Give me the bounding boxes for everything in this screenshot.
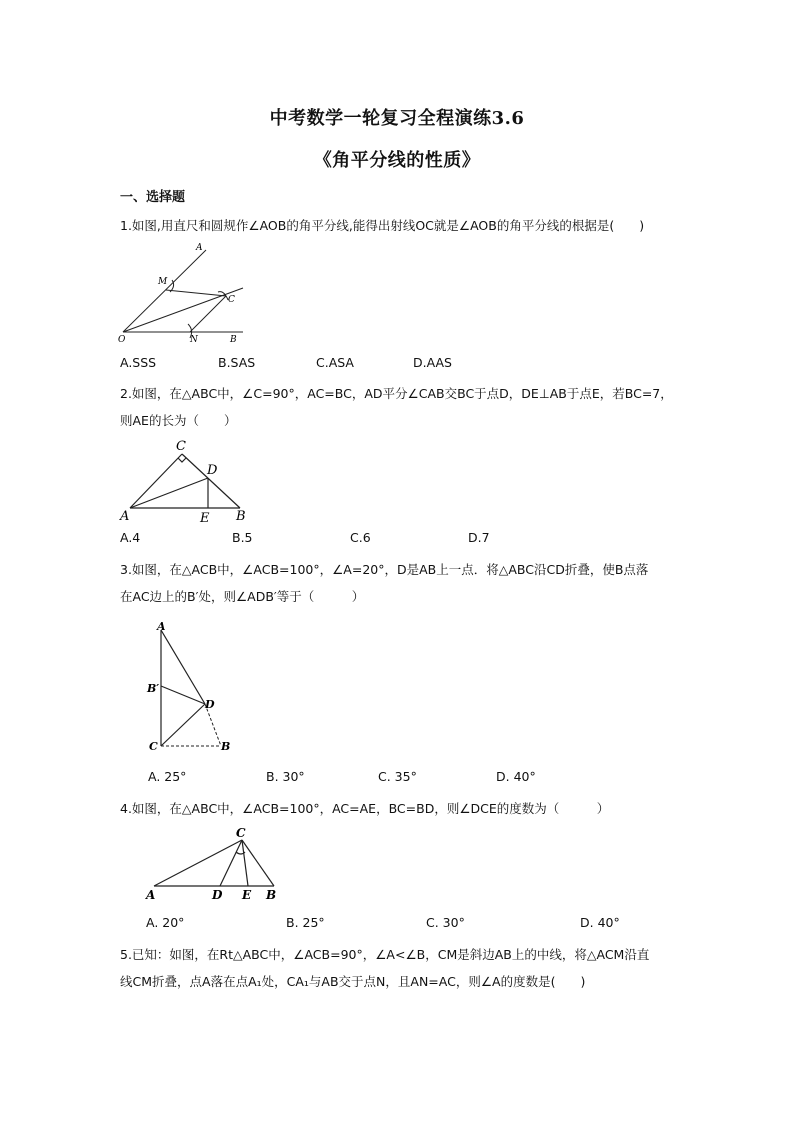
label-e: E	[200, 511, 210, 526]
option-a[interactable]: A.4	[120, 530, 141, 545]
label-b: B	[230, 335, 237, 345]
question-5-line-2: 线CM折叠，点A落在点A₁处，CA₁与AB交于点N，且AN=AC，则∠A的度数是( )	[120, 974, 586, 989]
option-a[interactable]: A.SSS	[120, 355, 157, 370]
option-b[interactable]: B. 25°	[286, 915, 325, 930]
option-a[interactable]: A. 25°	[148, 769, 187, 784]
label-a: A	[157, 620, 166, 633]
option-b[interactable]: B.5	[232, 530, 253, 545]
label-d: D	[207, 463, 218, 478]
label-o: O	[118, 335, 126, 345]
question-3-line-2: 在AC边上的B′处，则∠ADB′等于（ ）	[120, 589, 365, 604]
option-c[interactable]: C. 35°	[378, 769, 417, 784]
question-5	[120, 941, 700, 995]
option-a[interactable]: A. 20°	[146, 915, 185, 930]
question-2-figure	[118, 436, 258, 526]
question-1	[120, 212, 700, 239]
question-2-line-2: 则AE的长为（ ）	[120, 413, 237, 428]
question-2-line-1: 2.如图，在△ABC中，∠C=90°，AC=BC，AD平分∠CAB交BC于点D，DE⊥AB于点E，若BC=7，	[120, 386, 673, 401]
label-n: N	[190, 335, 198, 345]
question-3-line-1: 3.如图，在△ACB中，∠ACB=100°，∠A=20°，D是AB上一点．将△ABC沿CD折叠，使B点落	[120, 562, 649, 577]
question-5-line-1: 5.已知：如图，在Rt△ABC中，∠ACB=90°，∠A<∠B，CM是斜边AB上的中线，将△ACM沿直	[120, 947, 650, 962]
label-c: C	[176, 439, 186, 454]
document-subtitle: 《角平分线的性质》	[313, 150, 481, 171]
question-3-figure	[143, 618, 243, 758]
label-c: C	[236, 826, 246, 840]
option-c[interactable]: C.ASA	[316, 355, 354, 370]
option-c[interactable]: C. 30°	[426, 915, 465, 930]
label-b-prime: B′	[147, 682, 160, 695]
label-d: D	[212, 888, 223, 902]
question-2	[120, 380, 700, 434]
label-c: C	[228, 295, 235, 305]
label-c: C	[149, 740, 158, 753]
question-4-text: 4.如图，在△ABC中，∠ACB=100°，AC=AE，BC=BD，则∠DCE的度数为（ ）	[120, 801, 610, 816]
label-a: A	[196, 243, 203, 253]
option-d[interactable]: D. 40°	[496, 769, 536, 784]
section-heading: 一、选择题	[120, 190, 186, 205]
label-e: E	[242, 888, 252, 902]
question-1-text: 1.如图,用直尺和圆规作∠AOB的角平分线,能得出射线OC就是∠AOB的角平分线的根据是( )	[120, 218, 645, 233]
option-d[interactable]: D.7	[468, 530, 490, 545]
label-a: A	[146, 888, 156, 902]
option-b[interactable]: B.SAS	[218, 355, 256, 370]
question-4-figure	[146, 826, 286, 906]
question-4	[120, 795, 700, 822]
label-m: M	[158, 277, 168, 287]
option-d[interactable]: D. 40°	[580, 915, 620, 930]
label-d: D	[205, 698, 215, 711]
label-b: B	[236, 509, 246, 524]
label-a: A	[120, 509, 130, 524]
option-b[interactable]: B. 30°	[266, 769, 305, 784]
question-3	[120, 556, 700, 610]
label-b: B	[221, 740, 231, 753]
document-title: 中考数学一轮复习全程演练3.6	[269, 108, 525, 129]
question-1-figure	[118, 240, 258, 350]
option-c[interactable]: C.6	[350, 530, 371, 545]
label-b: B	[266, 888, 277, 902]
option-d[interactable]: D.AAS	[413, 355, 452, 370]
